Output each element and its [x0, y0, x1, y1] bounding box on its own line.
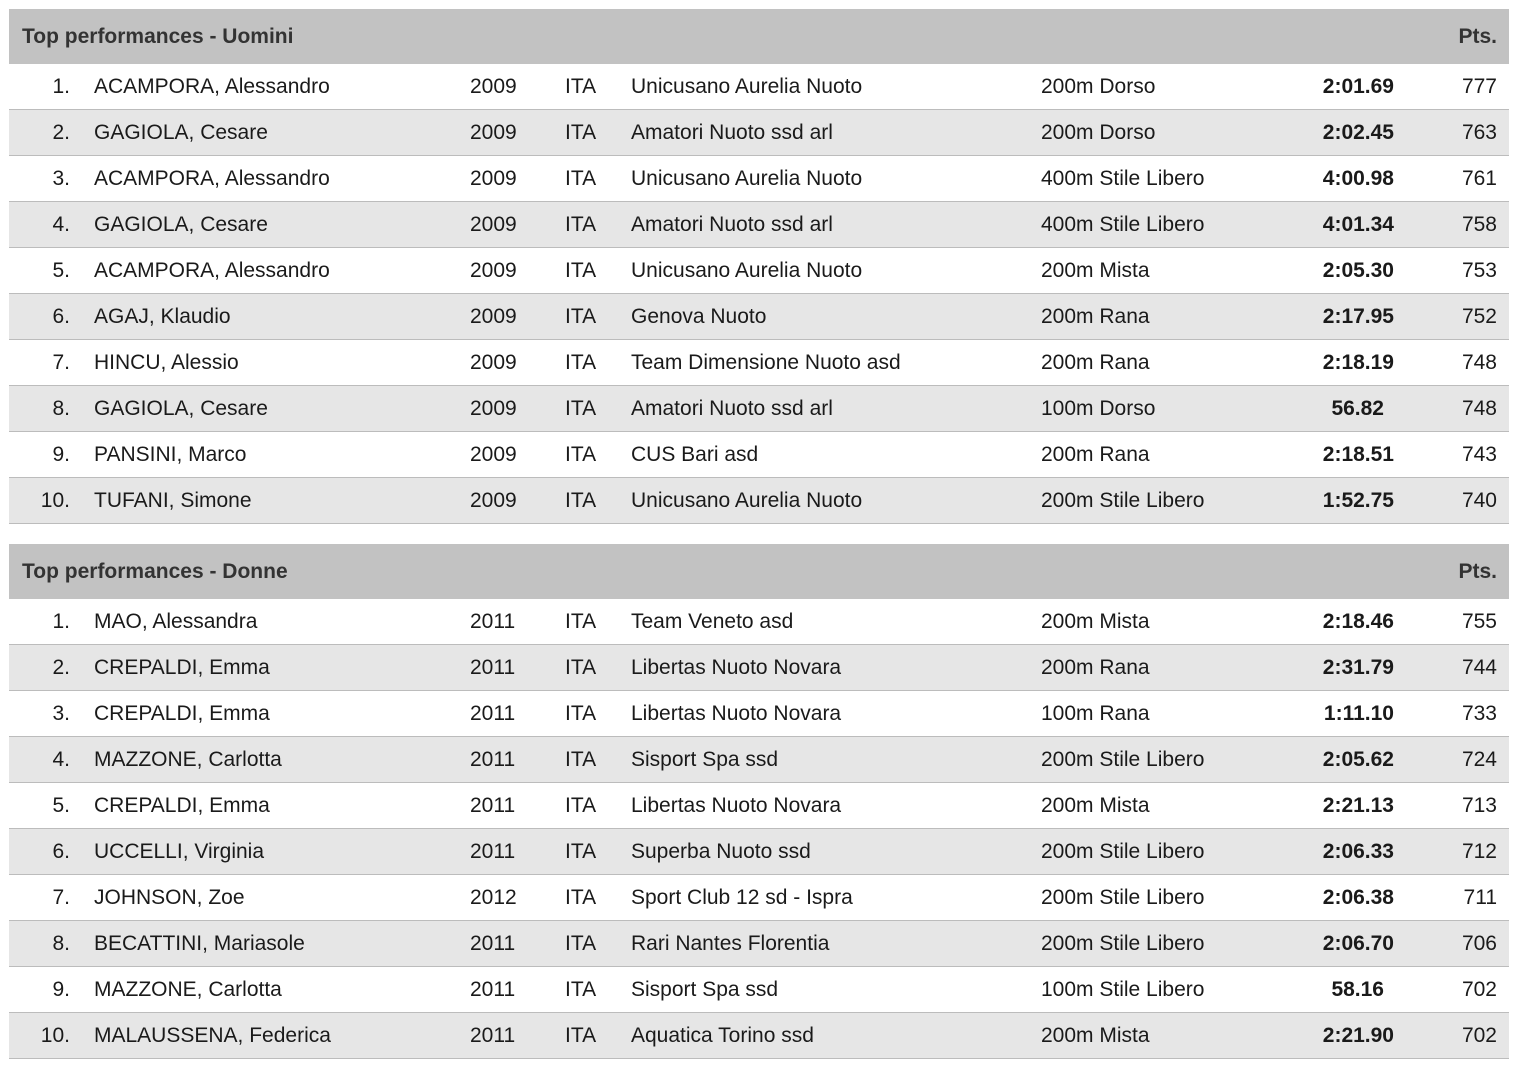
table-row	[9, 691, 1509, 737]
points-cell: 758	[1461, 213, 1497, 236]
nation-cell: ITA	[565, 121, 597, 144]
event-cell: 200m Rana	[1041, 656, 1150, 679]
athlete-name-cell: HINCU, Alessio	[94, 351, 239, 374]
event-cell: 200m Mista	[1041, 610, 1150, 633]
event-cell: 100m Stile Libero	[1041, 978, 1205, 1001]
nation-cell: ITA	[565, 443, 597, 466]
rank-cell: 6.	[52, 840, 70, 863]
table-row	[9, 783, 1509, 829]
points-cell: 744	[1461, 656, 1497, 679]
nation-cell: ITA	[565, 351, 597, 374]
birth-year-cell: 2011	[470, 610, 516, 633]
athlete-name-cell: CREPALDI, Emma	[94, 656, 270, 679]
rank-cell: 9.	[52, 978, 70, 1001]
club-cell: Amatori Nuoto ssd arl	[631, 121, 833, 144]
event-cell: 400m Stile Libero	[1041, 167, 1205, 190]
birth-year-cell: 2009	[470, 121, 517, 144]
table-row	[9, 110, 1509, 156]
points-cell: 743	[1461, 443, 1497, 466]
men-table-header	[9, 9, 1509, 64]
club-cell: Libertas Nuoto Novara	[631, 702, 842, 725]
rank-cell: 10.	[40, 1024, 70, 1047]
athlete-name-cell: BECATTINI, Mariasole	[94, 932, 305, 955]
athlete-name-cell: ACAMPORA, Alessandro	[94, 75, 330, 98]
birth-year-cell: 2009	[470, 397, 517, 420]
nation-cell: ITA	[565, 259, 597, 282]
athlete-name-cell: GAGIOLA, Cesare	[94, 397, 268, 420]
time-cell: 4:01.34	[1322, 213, 1394, 236]
club-cell: Rari Nantes Florentia	[631, 932, 830, 955]
nation-cell: ITA	[565, 305, 597, 328]
event-cell: 200m Dorso	[1041, 121, 1156, 144]
club-cell: Unicusano Aurelia Nuoto	[631, 167, 863, 190]
time-cell: 1:52.75	[1322, 489, 1394, 512]
time-cell: 2:02.45	[1322, 121, 1394, 144]
table-row	[9, 248, 1509, 294]
time-cell: 2:05.62	[1322, 748, 1394, 771]
event-cell: 200m Mista	[1041, 259, 1150, 282]
birth-year-cell: 2011	[470, 1024, 516, 1047]
birth-year-cell: 2009	[470, 259, 517, 282]
nation-cell: ITA	[565, 167, 597, 190]
table-row	[9, 386, 1509, 432]
men-results-table	[9, 9, 1509, 524]
club-cell: Unicusano Aurelia Nuoto	[631, 489, 863, 512]
athlete-name-cell: MALAUSSENA, Federica	[94, 1024, 331, 1047]
nation-cell: ITA	[565, 886, 597, 909]
table-row	[9, 156, 1509, 202]
time-cell: 58.16	[1331, 978, 1384, 1001]
table-row	[9, 1013, 1509, 1059]
birth-year-cell: 2011	[470, 702, 516, 725]
birth-year-cell: 2011	[470, 794, 516, 817]
club-cell: Sisport Spa ssd	[631, 978, 779, 1001]
event-cell: 400m Stile Libero	[1041, 213, 1205, 236]
club-cell: Amatori Nuoto ssd arl	[631, 213, 833, 236]
event-cell: 200m Rana	[1041, 351, 1150, 374]
event-cell: 200m Mista	[1041, 1024, 1150, 1047]
birth-year-cell: 2011	[470, 932, 516, 955]
women-table-header	[9, 544, 1509, 599]
nation-cell: ITA	[565, 75, 597, 98]
birth-year-cell: 2009	[470, 75, 517, 98]
rank-cell: 1.	[52, 610, 70, 633]
athlete-name-cell: CREPALDI, Emma	[94, 794, 270, 817]
rank-cell: 2.	[52, 121, 70, 144]
points-cell: 761	[1461, 167, 1497, 190]
birth-year-cell: 2009	[470, 167, 517, 190]
points-cell: 753	[1461, 259, 1497, 282]
athlete-name-cell: TUFANI, Simone	[94, 489, 252, 512]
time-cell: 2:18.19	[1322, 351, 1394, 374]
club-cell: Amatori Nuoto ssd arl	[631, 397, 833, 420]
points-cell: 755	[1461, 610, 1497, 633]
athlete-name-cell: MAZZONE, Carlotta	[94, 748, 282, 771]
table-row	[9, 294, 1509, 340]
table-row	[9, 64, 1509, 110]
club-cell: Team Dimensione Nuoto asd	[631, 351, 901, 374]
nation-cell: ITA	[565, 489, 597, 512]
time-cell: 2:05.30	[1322, 259, 1394, 282]
athlete-name-cell: ACAMPORA, Alessandro	[94, 167, 330, 190]
event-cell: 100m Dorso	[1041, 397, 1156, 420]
event-cell: 200m Rana	[1041, 443, 1150, 466]
athlete-name-cell: AGAJ, Klaudio	[94, 305, 231, 328]
nation-cell: ITA	[565, 1024, 597, 1047]
table-row	[9, 202, 1509, 248]
time-cell: 2:06.70	[1322, 932, 1394, 955]
club-cell: Genova Nuoto	[631, 305, 767, 328]
rank-cell: 10.	[40, 489, 70, 512]
points-cell: 713	[1461, 794, 1497, 817]
birth-year-cell: 2011	[470, 978, 516, 1001]
table-row	[9, 829, 1509, 875]
nation-cell: ITA	[565, 840, 597, 863]
table-row	[9, 432, 1509, 478]
athlete-name-cell: JOHNSON, Zoe	[94, 886, 245, 909]
points-cell: 711	[1463, 886, 1497, 909]
section-title: Top performances - Uomini	[22, 24, 294, 48]
points-cell: 702	[1461, 978, 1497, 1001]
rank-cell: 5.	[52, 794, 70, 817]
points-column-label: Pts.	[1458, 559, 1497, 583]
rank-cell: 2.	[52, 656, 70, 679]
nation-cell: ITA	[565, 932, 597, 955]
rank-cell: 9.	[52, 443, 70, 466]
event-cell: 200m Mista	[1041, 794, 1150, 817]
club-cell: Team Veneto asd	[631, 610, 794, 633]
points-cell: 740	[1461, 489, 1497, 512]
club-cell: Superba Nuoto ssd	[631, 840, 811, 863]
birth-year-cell: 2009	[470, 305, 517, 328]
rank-cell: 7.	[52, 351, 70, 374]
points-cell: 702	[1461, 1024, 1497, 1047]
nation-cell: ITA	[565, 748, 597, 771]
table-row	[9, 967, 1509, 1013]
athlete-name-cell: PANSINI, Marco	[94, 443, 247, 466]
athlete-name-cell: MAO, Alessandra	[94, 610, 258, 633]
points-cell: 733	[1461, 702, 1497, 725]
club-cell: CUS Bari asd	[631, 443, 759, 466]
rank-cell: 5.	[52, 259, 70, 282]
nation-cell: ITA	[565, 610, 597, 633]
rank-cell: 8.	[52, 397, 70, 420]
athlete-name-cell: ACAMPORA, Alessandro	[94, 259, 330, 282]
rank-cell: 7.	[52, 886, 70, 909]
birth-year-cell: 2009	[470, 489, 517, 512]
table-row	[9, 875, 1509, 921]
club-cell: Unicusano Aurelia Nuoto	[631, 75, 863, 98]
time-cell: 2:21.90	[1322, 1024, 1394, 1047]
birth-year-cell: 2009	[470, 443, 517, 466]
club-cell: Sisport Spa ssd	[631, 748, 779, 771]
table-row	[9, 599, 1509, 645]
birth-year-cell: 2012	[470, 886, 517, 909]
athlete-name-cell: UCCELLI, Virginia	[94, 840, 265, 863]
time-cell: 1:11.10	[1323, 702, 1394, 725]
women-results-table	[9, 544, 1509, 1059]
time-cell: 2:21.13	[1322, 794, 1394, 817]
points-cell: 748	[1461, 351, 1497, 374]
rank-cell: 6.	[52, 305, 70, 328]
rank-cell: 4.	[52, 213, 70, 236]
time-cell: 56.82	[1331, 397, 1384, 420]
table-row	[9, 921, 1509, 967]
points-cell: 777	[1461, 75, 1497, 98]
event-cell: 200m Dorso	[1041, 75, 1156, 98]
birth-year-cell: 2011	[470, 656, 516, 679]
time-cell: 2:31.79	[1322, 656, 1394, 679]
athlete-name-cell: CREPALDI, Emma	[94, 702, 270, 725]
table-row	[9, 340, 1509, 386]
rank-cell: 1.	[52, 75, 70, 98]
nation-cell: ITA	[565, 397, 597, 420]
nation-cell: ITA	[565, 978, 597, 1001]
points-cell: 748	[1461, 397, 1497, 420]
table-row	[9, 737, 1509, 783]
points-column-label: Pts.	[1458, 24, 1497, 48]
athlete-name-cell: GAGIOLA, Cesare	[94, 213, 268, 236]
section-title: Top performances - Donne	[22, 559, 288, 583]
club-cell: Aquatica Torino ssd	[631, 1024, 814, 1047]
nation-cell: ITA	[565, 702, 597, 725]
club-cell: Libertas Nuoto Novara	[631, 794, 842, 817]
rank-cell: 3.	[52, 167, 70, 190]
club-cell: Unicusano Aurelia Nuoto	[631, 259, 863, 282]
time-cell: 2:18.46	[1322, 610, 1394, 633]
table-row	[9, 645, 1509, 691]
club-cell: Libertas Nuoto Novara	[631, 656, 842, 679]
table-row	[9, 478, 1509, 524]
birth-year-cell: 2009	[470, 351, 517, 374]
club-cell: Sport Club 12 sd - Ispra	[631, 886, 853, 909]
event-cell: 200m Rana	[1041, 305, 1150, 328]
time-cell: 4:00.98	[1322, 167, 1394, 190]
event-cell: 200m Stile Libero	[1041, 489, 1205, 512]
event-cell: 200m Stile Libero	[1041, 748, 1205, 771]
points-cell: 752	[1461, 305, 1497, 328]
time-cell: 2:17.95	[1322, 305, 1394, 328]
rank-cell: 8.	[52, 932, 70, 955]
rank-cell: 4.	[52, 748, 70, 771]
points-cell: 724	[1461, 748, 1497, 771]
event-cell: 100m Rana	[1041, 702, 1150, 725]
time-cell: 2:06.38	[1322, 886, 1394, 909]
time-cell: 2:06.33	[1322, 840, 1394, 863]
nation-cell: ITA	[565, 213, 597, 236]
birth-year-cell: 2009	[470, 213, 517, 236]
athlete-name-cell: GAGIOLA, Cesare	[94, 121, 268, 144]
event-cell: 200m Stile Libero	[1041, 886, 1205, 909]
athlete-name-cell: MAZZONE, Carlotta	[94, 978, 282, 1001]
nation-cell: ITA	[565, 656, 597, 679]
time-cell: 2:01.69	[1322, 75, 1394, 98]
event-cell: 200m Stile Libero	[1041, 932, 1205, 955]
birth-year-cell: 2011	[470, 748, 516, 771]
nation-cell: ITA	[565, 794, 597, 817]
rank-cell: 3.	[52, 702, 70, 725]
event-cell: 200m Stile Libero	[1041, 840, 1205, 863]
time-cell: 2:18.51	[1322, 443, 1394, 466]
birth-year-cell: 2011	[470, 840, 516, 863]
points-cell: 712	[1461, 840, 1497, 863]
points-cell: 706	[1461, 932, 1497, 955]
points-cell: 763	[1461, 121, 1497, 144]
